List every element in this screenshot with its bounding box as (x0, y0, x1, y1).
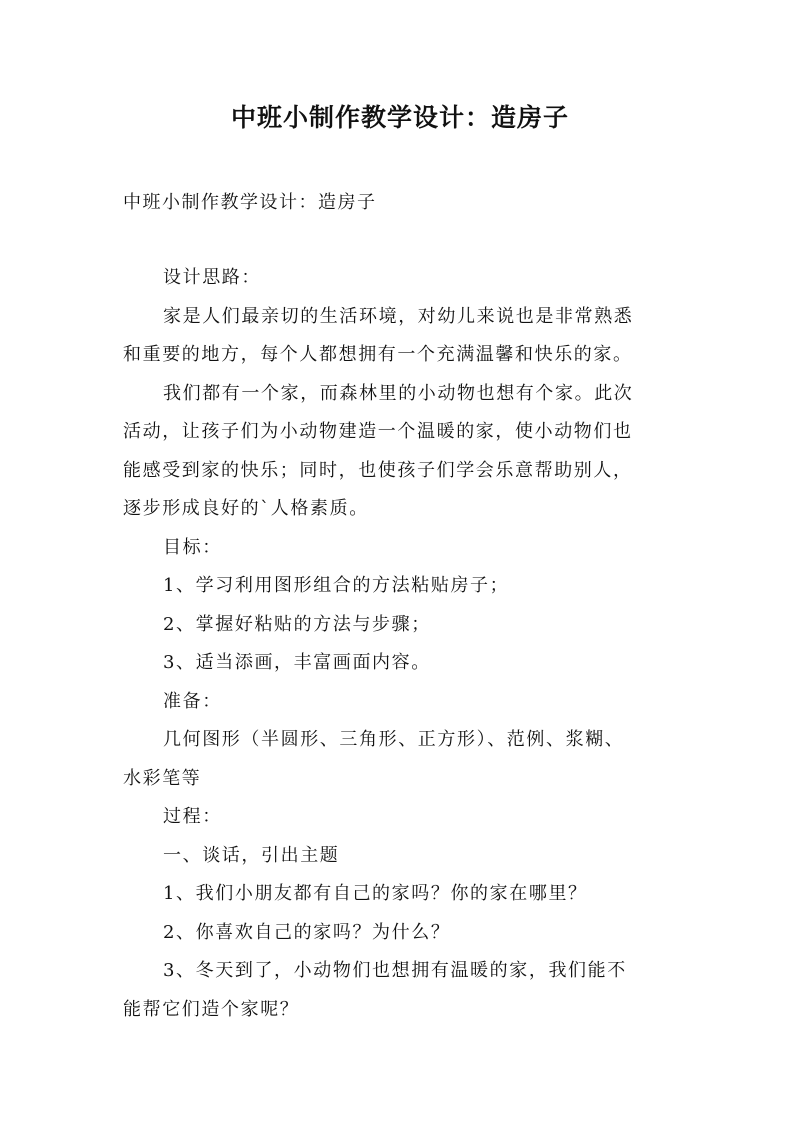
document-subtitle: 中班小制作教学设计：造房子 (123, 192, 377, 213)
body-line: 家是人们最亲切的生活环境，对幼儿来说也是非常熟悉 (163, 305, 634, 327)
document-body (123, 259, 688, 1029)
body-line: 2、掌握好粘贴的方法与步骤； (163, 613, 431, 635)
body-line: 准备： (163, 690, 222, 712)
body-line: 1、学习利用图形组合的方法粘贴房子； (163, 575, 510, 596)
body-line: 我们都有一个家，而森林里的小动物也想有个家。此次 (163, 382, 634, 404)
body-line: 水彩笔等 (123, 767, 202, 789)
document-title: 中班小制作教学设计：造房子 (230, 103, 569, 132)
body-line: 2、你喜欢自己的家吗？为什么？ (163, 921, 451, 943)
body-line: 逐步形成良好的`人格素质。 (123, 498, 369, 519)
body-line: 一、谈话，引出主题 (163, 844, 340, 866)
body-line: 1、我们小朋友都有自己的家吗？你的家在哪里？ (163, 883, 588, 904)
body-line: 3、适当添画，丰富画面内容。 (163, 652, 431, 673)
body-line: 3、冬天到了，小动物们也想拥有温暖的家，我们能不 (163, 960, 627, 981)
body-line: 几何图形（半圆形、三角形、正方形）、范例、浆糊、 (163, 729, 625, 750)
body-line: 活动，让孩子们为小动物建造一个温暖的家，使小动物们也 (123, 421, 633, 442)
body-line: 设计思路： (163, 267, 261, 288)
body-line: 能帮它们造个家呢？ (123, 998, 300, 1020)
body-line: 能感受到家的快乐；同时，也使孩子们学会乐意帮助别人， (123, 459, 633, 481)
body-line: 和重要的地方，每个人都想拥有一个充满温馨和快乐的家。 (123, 344, 633, 365)
body-line: 目标： (163, 536, 222, 558)
body-line: 过程： (163, 806, 222, 827)
